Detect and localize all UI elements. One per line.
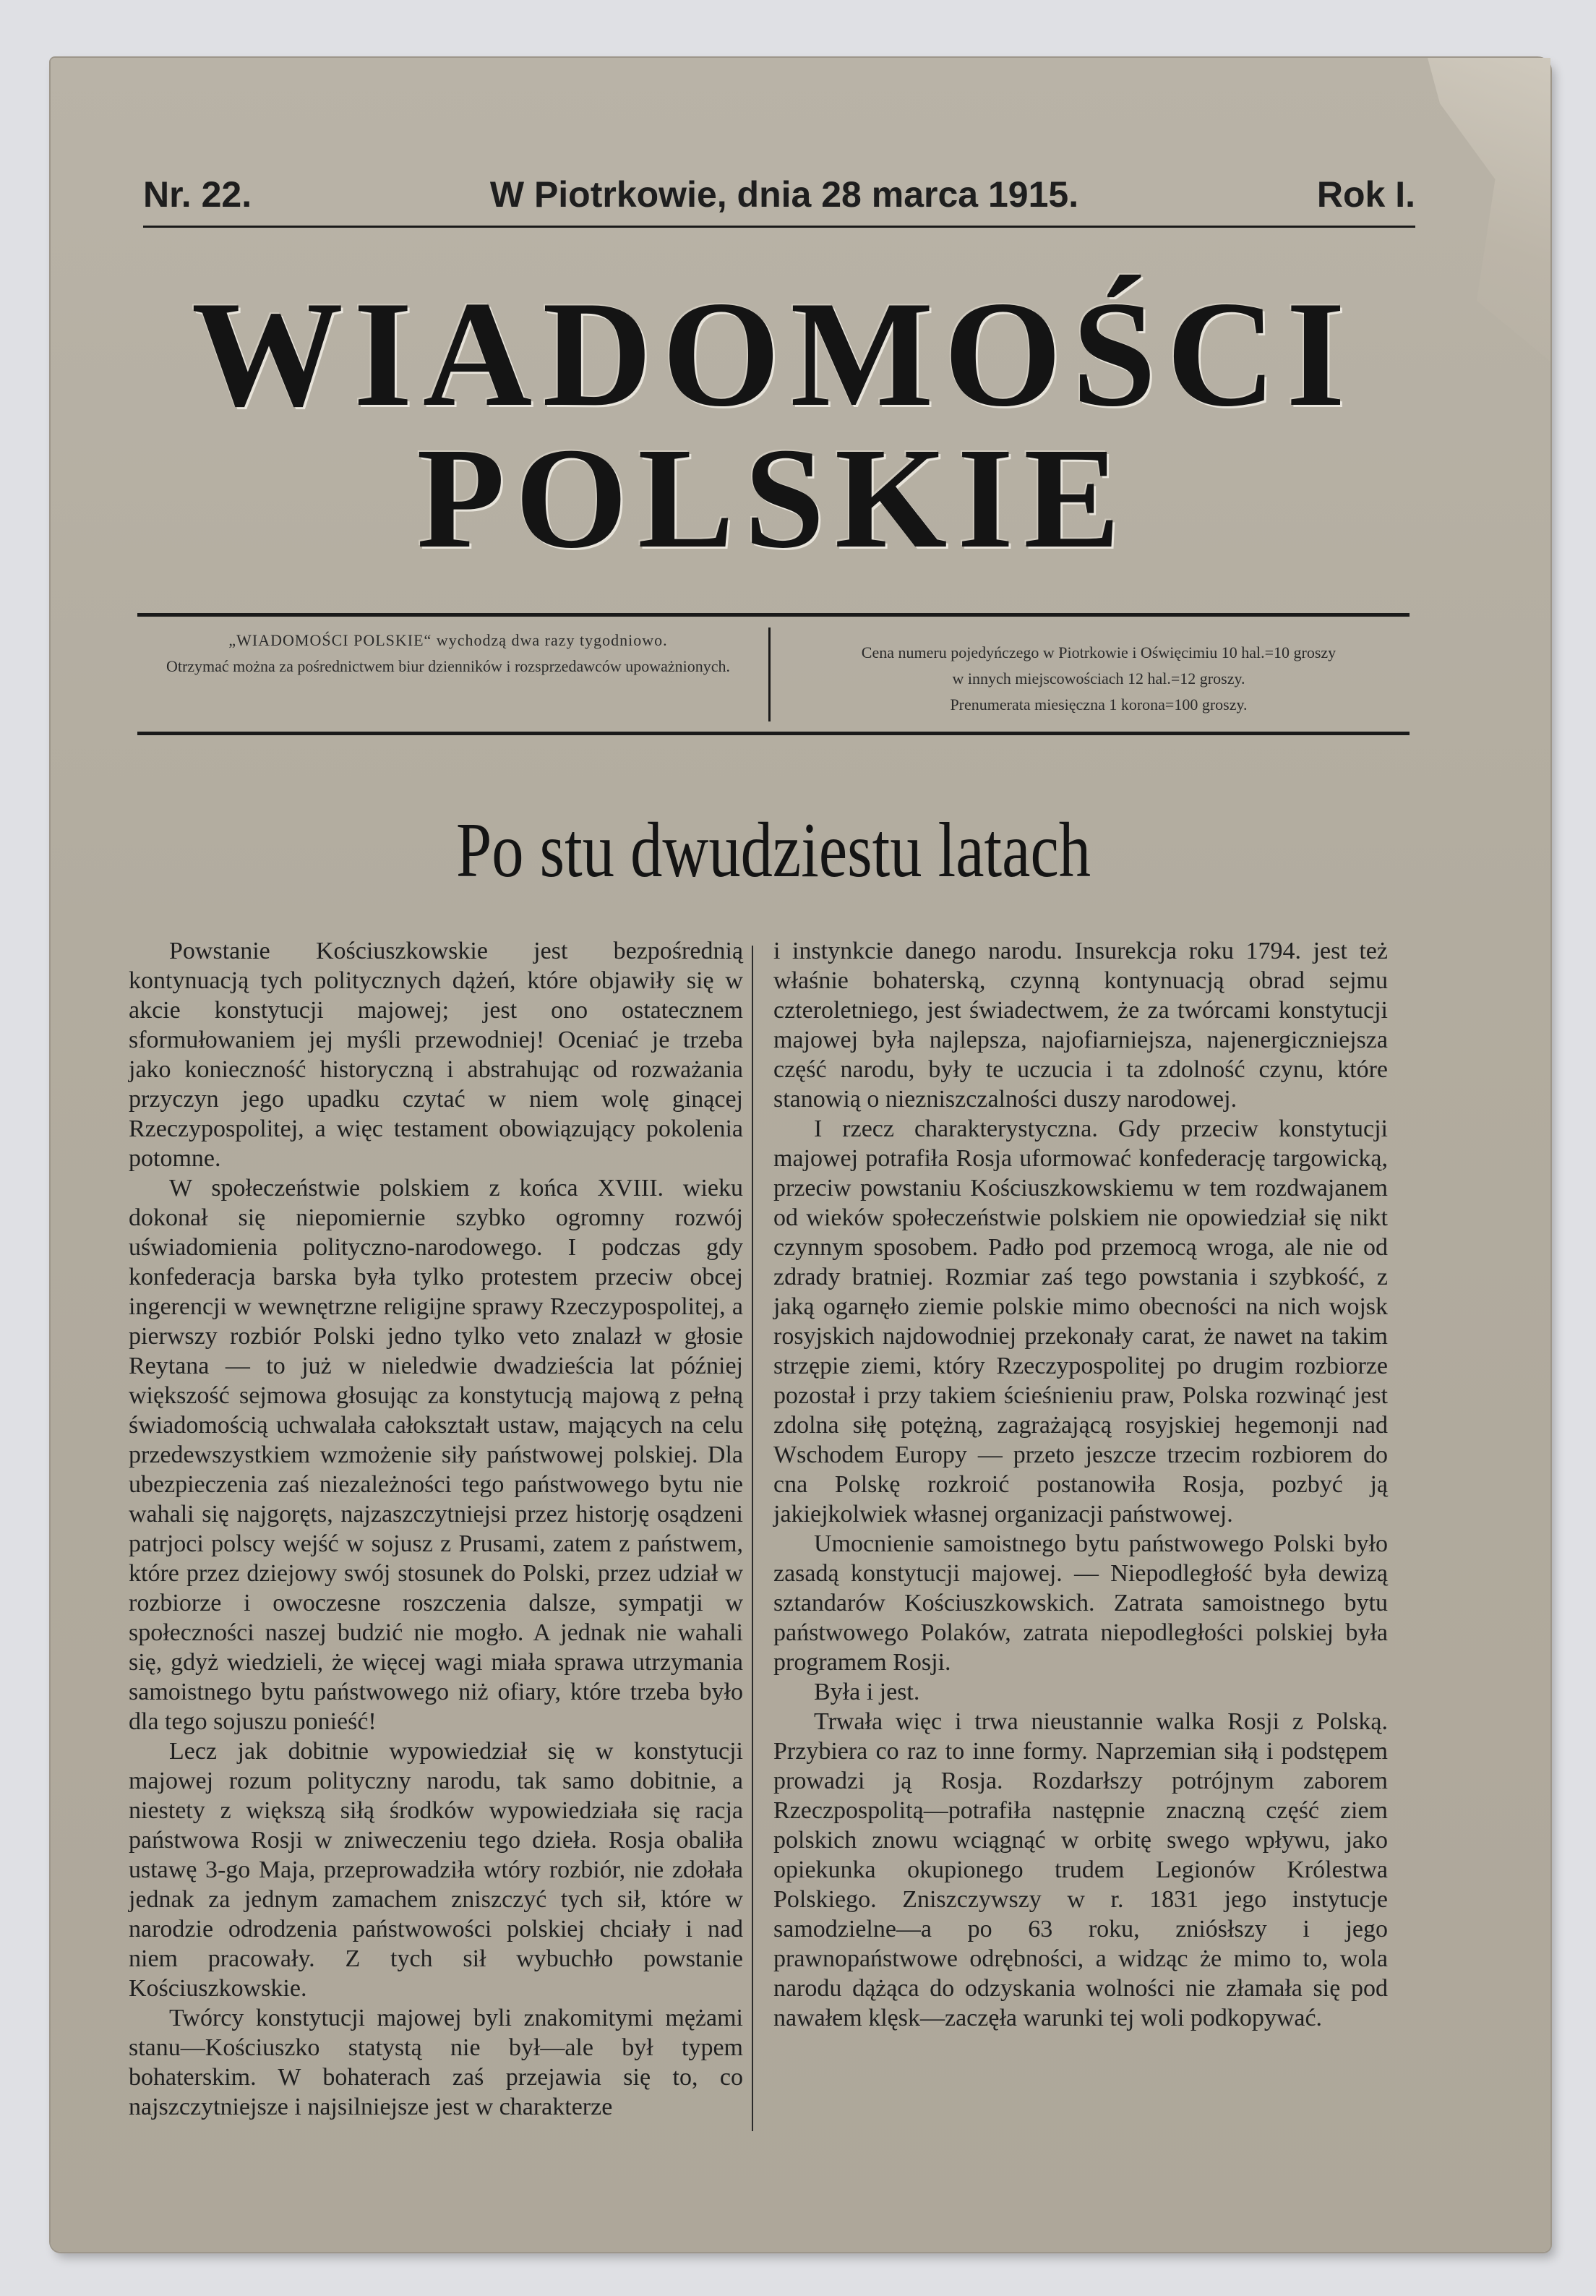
publication-info (137, 627, 759, 680)
article-headline: Po stu dwudziestu latach (455, 808, 1091, 894)
publication-frequency: „WIADOMOŚCI POLSKIE“ wychodzą dwa razy tygodniowo. (228, 631, 668, 649)
distribution-note: Otrzymać można za pośrednictwem biur dzienników i rozsprzedawców upoważnionych. (166, 657, 731, 675)
article-column-left (129, 936, 743, 2122)
subscription-price: Prenumerata miesięczna 1 korona=100 groszy. (950, 695, 1248, 714)
paragraph: Lecz jak dobitnie wypowiedział się w konstytucji majowej rozum polityczny narodu, tak samo dobitnie, a niestety z większą siłą środków wypowiedziała się racja państwowa Rosji w zniweczeniu tego dzieła. Rosja obaliła ustawę 3-go Maja, przeprowadziła wtóry rozbiór, nie zdołała jednak za jednym zamachem zniszczyć tych sił, które w narodzie odrodzenia państwowości polskiej chciały i nad niem pracowały. Z tych sił wybuchło powstanie Kościuszkowskie. (129, 1738, 743, 2002)
masthead-bar (143, 174, 1415, 215)
paragraph: I rzecz charakterystyczna. Gdy przeciw konstytucji majowej potrafiła Rosja uformować konfederację targowicką, przeciw powstaniu Kościuszkowskiemu w tem rozdwajanem od wieków społeczeństwie polskiem nie opowiedział się nikt czynnym sposobem. Padło pod przemocą wroga, ale nie od zdrady bratniej. Rozmiar zaś tego powstania i szybkość, z jaką ogarnęło ziemie polskie mimo obecności na nich wojsk rosyjskich najdowodniej przekonały carat, że nawet na takim strzępie ziemi, który Rzeczypospolitej po drugim rozbiorze pozostał i przy takiem ścieśnieniu praw, Polska rozwinąć jest zdolna siłę potężną, zagrażającą rosyjskiej hegemonji nad Wschodem Europy — przeto jeszcze trzecim rozbiorem do cna Polskę rozkroić postanowiła Rosja, pozbyć ją jakiejkolwiek własnej organizacji państwowej. (773, 1115, 1388, 1528)
paragraph: W społeczeństwie polskiem z końca XVIII. wieku dokonał się niepomiernie szybko ogromny rozwój uświadomienia polityczno-narodowego. I podczas gdy konfederacja barska była tylko protestem przeciw obcej ingerencji w wewnętrzne religijne sprawy Rzeczypospolitej, a pierwszy rozbiór Polski jedno tylko veto znalazł w głosie Reytana — to już w nieledwie dwadzieścia lat później większość sejmowa głosując za konstytucją majową z pełną świadomością uchwalała całokształt ustaw, mających na celu przedewszystkiem wzmożenie siły państwowej polskiej. Dla ubezpieczenia zaś niezależności tego państwowego bytu nie wahali się najgoręts, najzaszczytniejsi przez historję osądzeni patrjoci polscy wejść w sojusz z Prusami, zatem z państwem, które przez dziejowy swój stosunek do Polski, przez udział w rozbiorze i owoczesne roszczenia dalsze, sympatji w społeczności naszej budzić nie mogło. A jednak nie wahali się, gdyż wiedzieli, że więcej wagi miała sprawa utrzymania samoistnego bytu państwowego niż ofiary, które trzeba było dla tego sojuszu ponieść! (129, 1175, 743, 1735)
newspaper-title-line1: WIADOMOŚCI (191, 270, 1356, 438)
info-divider (768, 627, 771, 721)
year-label: Rok I. (1316, 174, 1415, 215)
paragraph: Trwała więc i trwa nieustannie walka Rosji z Polską. Przybiera co raz to inne formy. Naprzemian siłą i podstępem prowadzi ją Rosja. Rozdarłszy potrójnym zaborem Rzeczpospolitą—potrafiła następnie znaczną część ziem polskich znowu wciągnąć w orbitę swego wpływu, jako opiekunka okupionego trudem Legionów Królestwa Polskiego. Zniszczywszy w r. 1831 jego instytucje samodzielne—a po 63 roku, zniósłszy i jego prawnopaństwowe odrębności, a widząc że mimo to, wola narodu dążąca do odzyskania wolności nie złamała się pod nawałem klęsk—zaczęła warunki tej woli podkopywać. (773, 1708, 1388, 2031)
newspaper-title-line2: POLSKIE (416, 419, 1130, 578)
price-other: w innych miejscowościach 12 hal.=12 groszy. (952, 669, 1245, 687)
info-bottom-rule (137, 732, 1410, 735)
paragraph: Powstanie Kościuszkowskie jest bezpośrednią kontynuacją tych politycznych dążeń, które objawiły się w akcie konstytucji majowej; jest ono ostatecznem sformułowaniem jej myśli przewodniej! Oceniać je trzeba jako konieczność historyczną i abstrahując od rozważania przyczyn jego upadku czytać w niem wolę ginącej Rzeczypospolitej, a więc testament obowiązujący pokolenia potomne. (129, 938, 743, 1172)
torn-corner (1428, 58, 1550, 361)
price-local: Cena numeru pojedyńczego w Piotrkowie i Oświęcimiu 10 hal.=10 groszy (861, 643, 1337, 661)
issue-number: Nr. 22. (143, 174, 252, 215)
article-column-right (773, 936, 1388, 2033)
price-info (781, 640, 1417, 718)
paragraph: i instynkcie danego narodu. Insurekcja roku 1794. jest też właśnie bohaterską, czynną kontynuacją obrad sejmu czteroletniego, jest świadectwem, że za twórcami konstytucji majowej była najlepsza, najofiarniejsza, najenergiczniejsza część narodu, były te uczucia i ta zdolność czynu, które stanowią o niezniszczalności duszy narodowej. (773, 938, 1388, 1113)
paragraph: Twórcy konstytucji majowej byli znakomitymi mężami stanu—Kościuszko statystą nie był—ale był typem bohaterskim. W bohaterach zaś przejawia się to, co najszczytniejsze i najsilniejsze jest w charakterze (129, 2005, 743, 2120)
paragraph: Była i jest. (814, 1679, 920, 1705)
info-top-rule (137, 613, 1410, 617)
masthead-rule (143, 226, 1415, 228)
paragraph: Umocnienie samoistnego bytu państwowego Polski było zasadą konstytucji majowej. — Niepodległość była dewizą sztandarów Kościuszkowskich. Zatrata samoistnego bytu państwowego Polaków, zatrata niepodległości polskiej była programem Rosji. (773, 1530, 1388, 1676)
place-date: W Piotrkowie, dnia 28 marca 1915. (489, 174, 1079, 215)
column-divider (752, 946, 753, 2131)
